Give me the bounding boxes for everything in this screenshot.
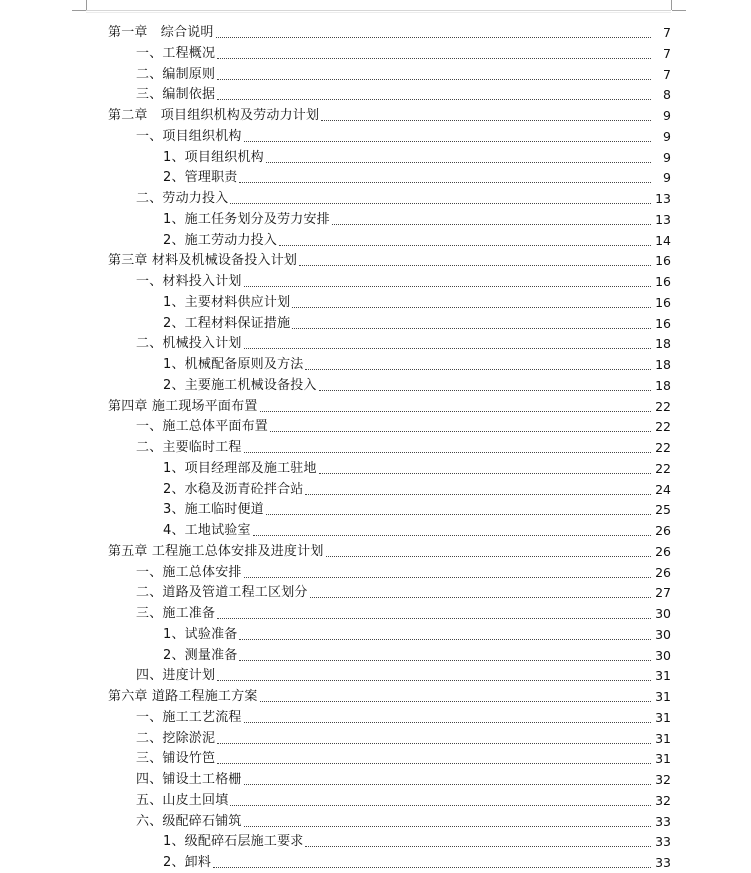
toc-chapter-entry[interactable] [108, 249, 671, 270]
toc-section-entry[interactable] [136, 270, 671, 291]
toc-entry-title: 1、施工任务划分及劳力安排 [163, 212, 330, 227]
toc-dot-leader [292, 328, 651, 329]
toc-chapter-entry[interactable] [108, 104, 671, 125]
toc-dot-leader [213, 867, 651, 868]
toc-entry-title: 第四章 施工现场平面布置 [108, 399, 258, 414]
toc-section-entry[interactable] [136, 125, 671, 146]
toc-entry-title: 三、编制依据 [136, 87, 216, 102]
toc-entry-title: 第一章 综合说明 [108, 25, 214, 40]
toc-dot-leader [319, 473, 651, 474]
toc-dot-leader [217, 99, 651, 100]
toc-dot-leader [217, 58, 651, 59]
toc-dot-leader [253, 535, 651, 536]
toc-dot-leader [217, 743, 651, 744]
toc-page-number: 24 [655, 482, 671, 497]
toc-dot-leader [217, 618, 651, 619]
toc-subsection-entry[interactable] [163, 208, 671, 229]
toc-dot-leader [230, 203, 651, 204]
toc-entry-title: 2、卸料 [163, 855, 212, 870]
toc-subsection-entry[interactable] [163, 312, 671, 333]
toc-dot-leader [239, 660, 651, 661]
toc-entry-title: 2、水稳及沥青砼拌合站 [163, 482, 304, 497]
toc-page-number: 18 [655, 336, 671, 351]
toc-page-number: 18 [655, 378, 671, 393]
toc-page-number: 9 [663, 170, 671, 185]
toc-subsection-entry[interactable] [163, 644, 671, 665]
toc-entry-title: 2、主要施工机械设备投入 [163, 378, 317, 393]
toc-entry-title: 1、试验准备 [163, 627, 238, 642]
toc-entry-title: 四、铺设土工格栅 [136, 772, 242, 787]
toc-entry-title: 一、施工总体平面布置 [136, 419, 269, 434]
toc-entry-title: 一、工程概况 [136, 46, 216, 61]
toc-chapter-entry[interactable] [108, 540, 671, 561]
toc-section-entry[interactable] [136, 581, 671, 602]
toc-page-number: 9 [663, 108, 671, 123]
toc-entry-title: 1、机械配备原则及方法 [163, 357, 304, 372]
toc-page-number: 13 [655, 191, 671, 206]
toc-dot-leader [239, 639, 651, 640]
toc-entry-title: 第三章 材料及机械设备投入计划 [108, 253, 298, 268]
toc-section-entry[interactable] [136, 63, 671, 84]
toc-dot-leader [305, 494, 651, 495]
toc-entry-title: 三、施工准备 [136, 606, 216, 621]
toc-dot-leader [244, 141, 651, 142]
toc-page-number: 31 [655, 751, 671, 766]
toc-dot-leader [244, 286, 651, 287]
toc-page-number: 7 [663, 67, 671, 82]
toc-page-number: 30 [655, 606, 671, 621]
crop-mark-left-h [72, 10, 86, 11]
toc-page-number: 30 [655, 627, 671, 642]
toc-entry-title: 二、机械投入计划 [136, 336, 242, 351]
toc-section-entry[interactable] [136, 332, 671, 353]
toc-page-number: 16 [655, 316, 671, 331]
toc-subsection-entry[interactable] [163, 478, 671, 499]
toc-page-number: 13 [655, 212, 671, 227]
toc-entry-title: 二、挖除淤泥 [136, 731, 216, 746]
toc-entry-title: 一、施工总体安排 [136, 565, 242, 580]
toc-dot-leader [260, 411, 651, 412]
toc-dot-leader [266, 514, 651, 515]
toc-page-number: 9 [663, 150, 671, 165]
toc-page-number: 16 [655, 274, 671, 289]
toc-section-entry[interactable] [136, 561, 671, 582]
toc-entry-title: 一、材料投入计划 [136, 274, 242, 289]
toc-chapter-entry[interactable] [108, 685, 671, 706]
toc-entry-title: 一、施工工艺流程 [136, 710, 242, 725]
toc-page-number: 33 [655, 855, 671, 870]
toc-entry-title: 三、铺设竹笆 [136, 751, 216, 766]
toc-section-entry[interactable] [136, 789, 671, 810]
toc-page-number: 22 [655, 419, 671, 434]
toc-entry-title: 二、道路及管道工程工区划分 [136, 585, 308, 600]
toc-entry-title: 四、进度计划 [136, 668, 216, 683]
toc-entry-title: 六、级配碎石铺筑 [136, 814, 242, 829]
toc-section-entry[interactable] [136, 42, 671, 63]
crop-mark-right-h [672, 10, 686, 11]
toc-entry-title: 2、工程材料保证措施 [163, 316, 291, 331]
toc-subsection-entry[interactable] [163, 498, 671, 519]
toc-entry-title: 二、编制原则 [136, 67, 216, 82]
toc-dot-leader [244, 722, 651, 723]
toc-dot-leader [279, 245, 651, 246]
toc-page-number: 8 [663, 87, 671, 102]
toc-entry-title: 二、主要临时工程 [136, 440, 242, 455]
toc-section-entry[interactable] [136, 415, 671, 436]
toc-page-number: 9 [663, 129, 671, 144]
toc-subsection-entry[interactable] [163, 457, 671, 478]
toc-page-number: 7 [663, 46, 671, 61]
page-top-edge-shadow [86, 12, 671, 13]
toc-section-entry[interactable] [136, 768, 671, 789]
toc-entry-title: 1、主要材料供应计划 [163, 295, 291, 310]
toc-dot-leader [326, 556, 651, 557]
toc-subsection-entry[interactable] [163, 623, 671, 644]
toc-subsection-entry[interactable] [163, 146, 671, 167]
toc-section-entry[interactable] [136, 436, 671, 457]
toc-page-number: 16 [655, 295, 671, 310]
toc-dot-leader [217, 680, 651, 681]
toc-page-number: 31 [655, 731, 671, 746]
toc-entry-title: 第五章 工程施工总体安排及进度计划 [108, 544, 324, 559]
toc-page-number: 33 [655, 814, 671, 829]
toc-chapter-entry[interactable] [108, 21, 671, 42]
toc-entry-title: 1、项目组织机构 [163, 150, 264, 165]
toc-page-number: 31 [655, 710, 671, 725]
toc-page-number: 30 [655, 648, 671, 663]
toc-section-entry[interactable] [136, 727, 671, 748]
toc-dot-leader [244, 784, 651, 785]
toc-page-number: 14 [655, 233, 671, 248]
toc-dot-leader [319, 390, 651, 391]
toc-dot-leader [266, 162, 651, 163]
toc-dot-leader [244, 577, 651, 578]
toc-section-entry[interactable] [136, 664, 671, 685]
toc-dot-leader [260, 701, 651, 702]
toc-entry-title: 五、山皮土回填 [136, 793, 229, 808]
crop-mark-left [86, 0, 87, 10]
toc-page-number: 33 [655, 834, 671, 849]
toc-entry-title: 4、工地试验室 [163, 523, 251, 538]
toc-dot-leader [239, 182, 651, 183]
toc-subsection-entry[interactable] [163, 519, 671, 540]
toc-dot-leader [305, 369, 651, 370]
toc-chapter-entry[interactable] [108, 395, 671, 416]
toc-dot-leader [216, 37, 651, 38]
page-top-edge [86, 10, 671, 11]
toc-page-number: 22 [655, 399, 671, 414]
toc-page-number: 31 [655, 668, 671, 683]
toc-page-number: 25 [655, 502, 671, 517]
toc-entry-title: 2、测量准备 [163, 648, 238, 663]
toc-subsection-entry[interactable] [163, 166, 671, 187]
toc-dot-leader [310, 597, 651, 598]
toc-page-number: 27 [655, 585, 671, 600]
toc-dot-leader [270, 431, 651, 432]
toc-dot-leader [332, 224, 651, 225]
toc-dot-leader [299, 265, 651, 266]
toc-entry-title: 3、施工临时便道 [163, 502, 264, 517]
toc-entry-title: 1、级配碎石层施工要求 [163, 834, 304, 849]
toc-page-number: 26 [655, 523, 671, 538]
toc-page-number: 22 [655, 461, 671, 476]
toc-subsection-entry[interactable] [163, 374, 671, 395]
crop-mark-right [671, 0, 672, 10]
toc-dot-leader [217, 79, 651, 80]
toc-dot-leader [230, 805, 651, 806]
toc-entry-title: 1、项目经理部及施工驻地 [163, 461, 317, 476]
toc-section-entry[interactable] [136, 706, 671, 727]
toc-dot-leader [244, 452, 651, 453]
toc-section-entry[interactable] [136, 602, 671, 623]
toc-subsection-entry[interactable] [163, 851, 671, 872]
toc-section-entry[interactable] [136, 83, 671, 104]
toc-page-number: 32 [655, 793, 671, 808]
toc-entry-title: 第二章 项目组织机构及劳动力计划 [108, 108, 320, 123]
toc-entry-title: 二、劳动力投入 [136, 191, 229, 206]
toc-entry-title: 一、项目组织机构 [136, 129, 242, 144]
toc-subsection-entry[interactable] [163, 353, 671, 374]
toc-page-number: 26 [655, 544, 671, 559]
toc-page-number: 22 [655, 440, 671, 455]
toc-page-number: 7 [663, 25, 671, 40]
toc-subsection-entry[interactable] [163, 291, 671, 312]
toc-page-number: 31 [655, 689, 671, 704]
toc-section-entry[interactable] [136, 747, 671, 768]
toc-dot-leader [292, 307, 651, 308]
toc-dot-leader [321, 120, 651, 121]
toc-entry-title: 2、管理职责 [163, 170, 238, 185]
toc-page-number: 18 [655, 357, 671, 372]
toc-section-entry[interactable] [136, 810, 671, 831]
toc-page-number: 26 [655, 565, 671, 580]
toc-subsection-entry[interactable] [163, 229, 671, 250]
toc-page-number: 32 [655, 772, 671, 787]
toc-dot-leader [305, 846, 651, 847]
toc-page-number: 16 [655, 253, 671, 268]
toc-dot-leader [244, 348, 651, 349]
toc-entry-title: 2、施工劳动力投入 [163, 233, 278, 248]
toc-dot-leader [217, 763, 651, 764]
toc-subsection-entry[interactable] [163, 830, 671, 851]
toc-dot-leader [244, 826, 651, 827]
toc-section-entry[interactable] [136, 187, 671, 208]
toc-entry-title: 第六章 道路工程施工方案 [108, 689, 258, 704]
